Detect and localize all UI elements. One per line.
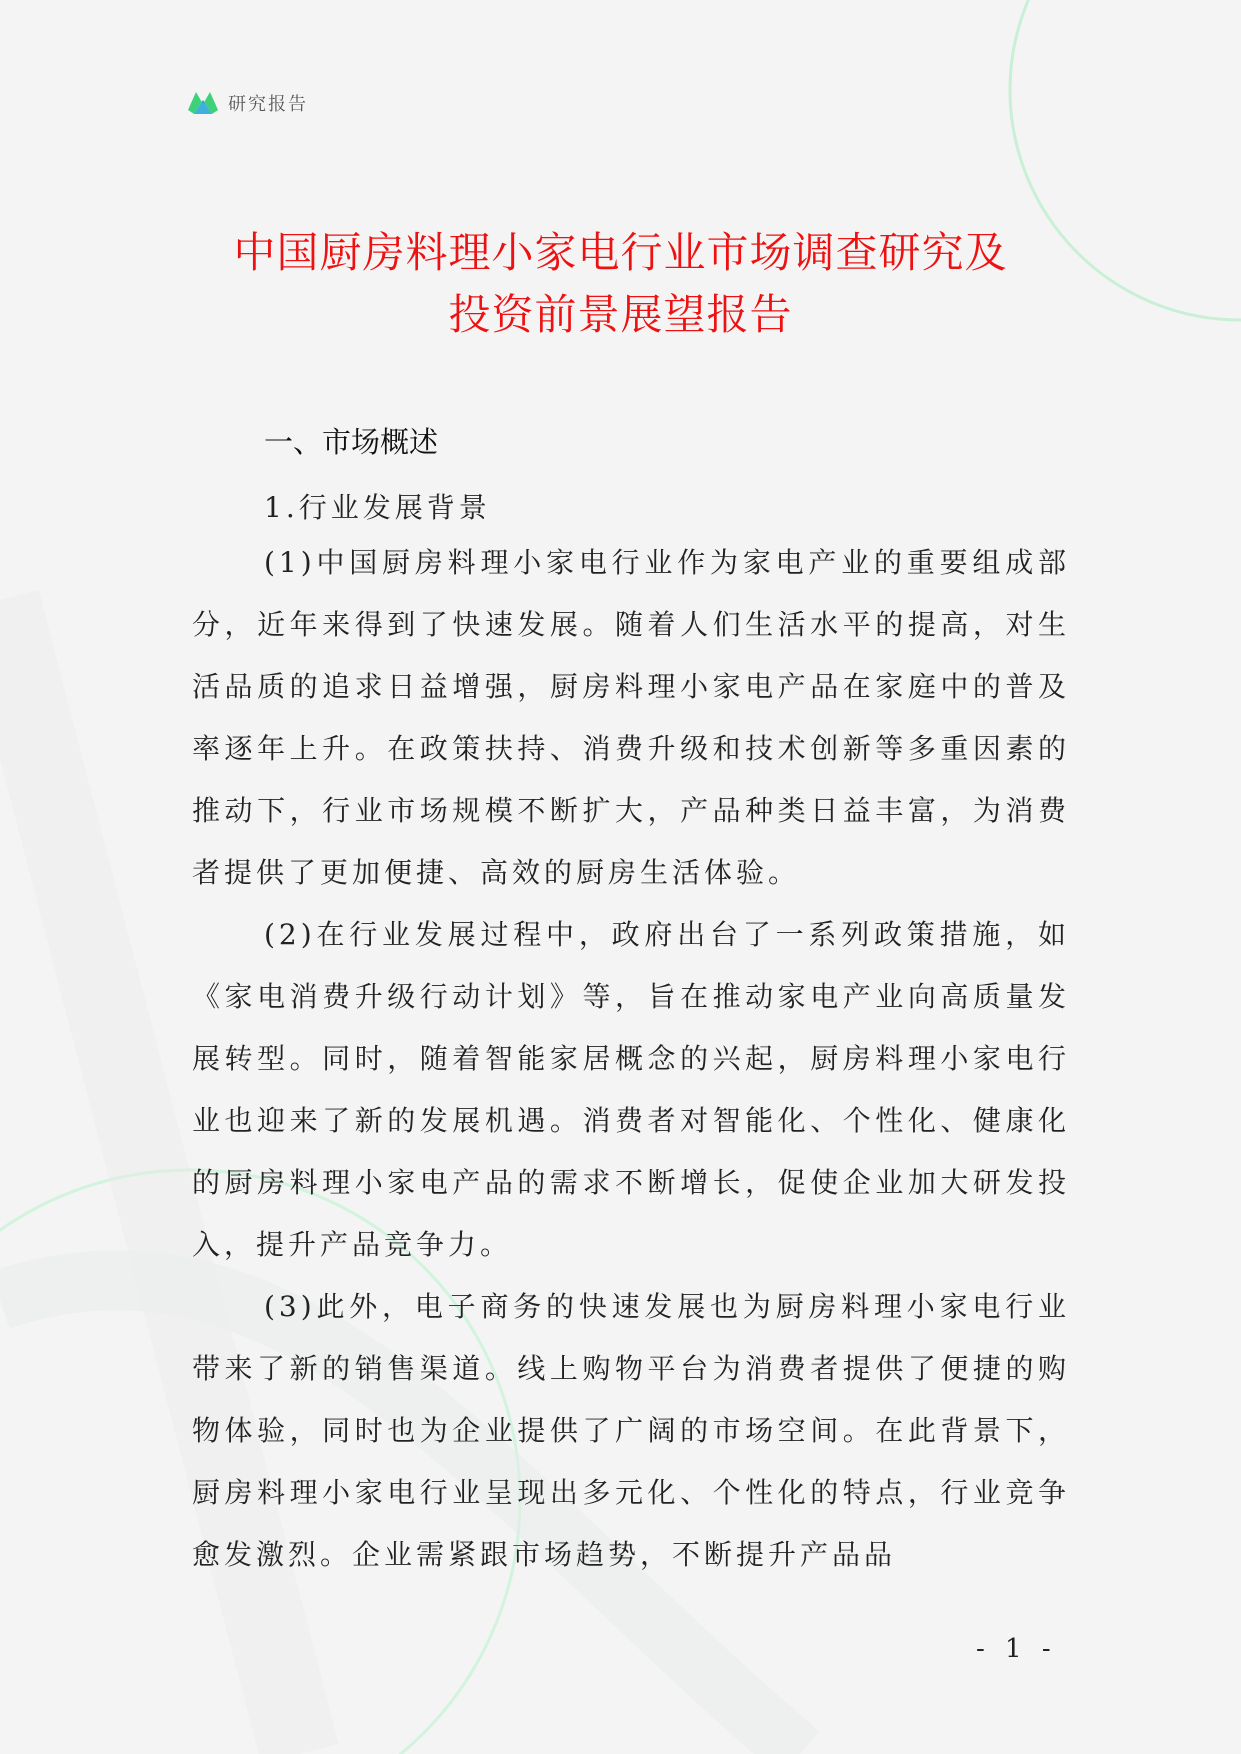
paragraph-2: (2)在行业发展过程中，政府出台了一系列政策措施，如《家电消费升级行动计划》等，旨在推动家电产业向高质量发展转型。同时，随着智能家居概念的兴起，厨房料理小家电行业也迎来了新的发展机遇。消费者对智能化、个性化、健康化的厨房料理小家电产品的需求不断增长，促使企业加大研发投入，提升产品竞争力。 xyxy=(192,918,1070,1261)
paragraph-3: (3)此外，电子商务的快速发展也为厨房料理小家电行业带来了新的销售渠道。线上购物平台为消费者提供了便捷的购物体验，同时也为企业提供了广阔的市场空间。在此背景下，厨房料理小家电行业呈现出多元化、个性化的特点，行业竞争愈发激烈。企业需紧跟市场趋势，不断提升产品品 xyxy=(192,1290,1070,1571)
page-number: - 1 - xyxy=(976,1634,1057,1664)
document-title xyxy=(150,222,1091,346)
title-line-1: 中国厨房料理小家电行业市场调查研究及 xyxy=(233,228,1008,277)
section-heading: 一、市场概述 xyxy=(264,425,439,459)
brand-text: 研究报告 xyxy=(228,94,308,115)
brand-header xyxy=(186,88,308,118)
brand-logo-icon xyxy=(186,88,220,118)
paragraph-1: (1)中国厨房料理小家电行业作为家电产业的重要组成部分，近年来得到了快速发展。随着人们生活水平的提高，对生活品质的追求日益增强，厨房料理小家电产品在家庭中的普及率逐年上升。在政策扶持、消费升级和技术创新等多重因素的推动下，行业市场规模不断扩大，产品种类日益丰富，为消费者提供了更加便捷、高效的厨房生活体验。 xyxy=(192,546,1070,889)
title-line-2: 投资前景展望报告 xyxy=(448,290,793,339)
sub-heading: 1.行业发展背景 xyxy=(264,491,491,524)
body-text xyxy=(192,532,1070,1586)
